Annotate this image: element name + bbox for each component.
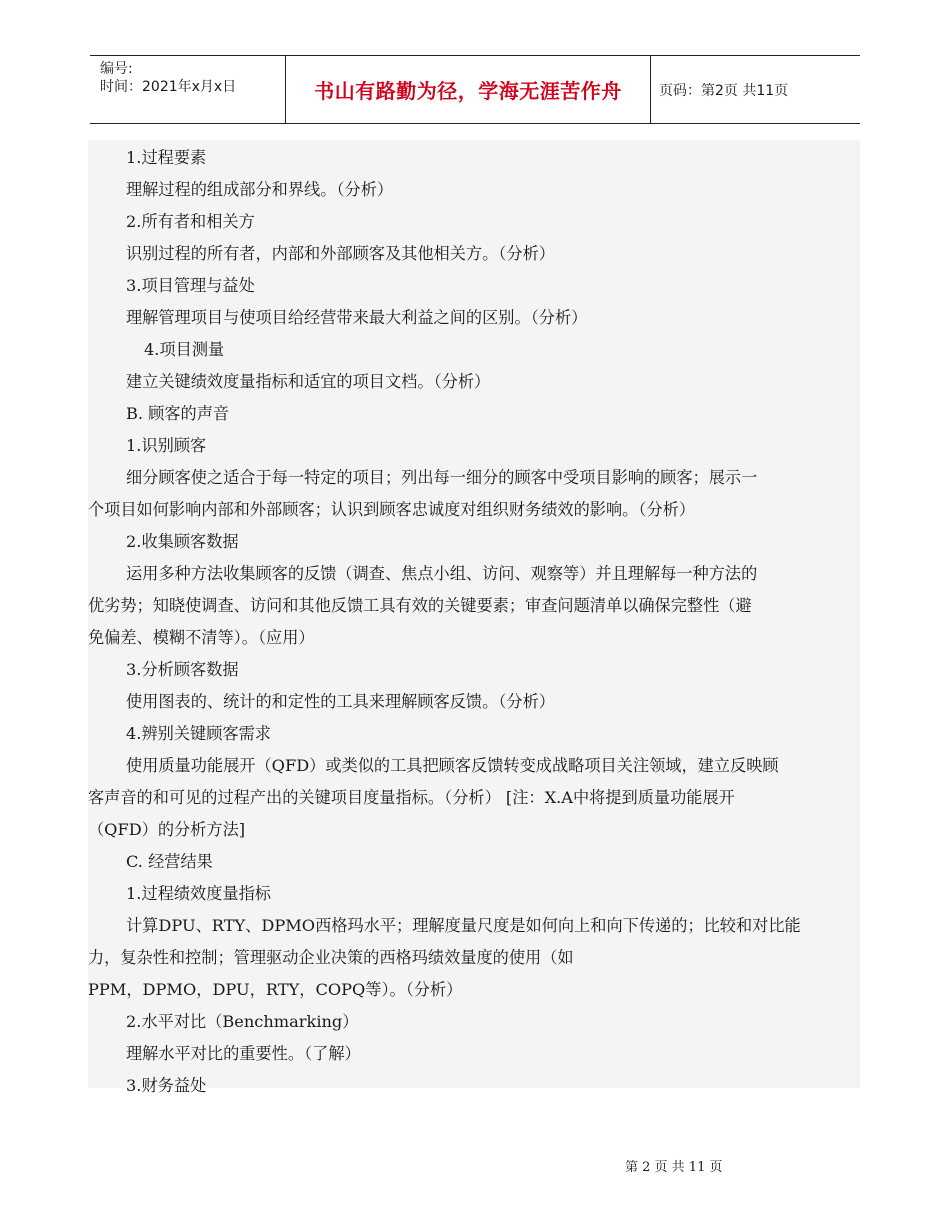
section-heading: 2.所有者和相关方 — [126, 212, 255, 231]
section-heading: 3.项目管理与益处 — [126, 276, 255, 295]
paragraph-line: 理解水平对比的重要性。（了解） — [126, 1044, 361, 1063]
paragraph-line: 优劣势；知晓使调查、访问和其他反馈工具有效的关键要素；审查问题清单以确保完整性（避 — [88, 596, 752, 615]
section-heading: 2.收集顾客数据 — [126, 532, 239, 551]
document-date-label: 时间：2021年x月x日 — [100, 79, 237, 95]
section-heading: 1.过程绩效度量指标 — [126, 884, 271, 903]
section-heading: 3.分析顾客数据 — [126, 660, 239, 679]
header-page-info: 页码：第2页 共11页 — [659, 82, 789, 99]
paragraph-line: 使用质量功能展开（QFD）或类似的工具把顾客反馈转变成战略项目关注领域，建立反映顾 — [126, 756, 779, 775]
section-heading: 3.财务益处 — [126, 1076, 207, 1095]
chapter-heading: B. 顾客的声音 — [126, 404, 230, 423]
paragraph-line: 客声音的和可见的过程产出的关键项目度量指标。（分析） [注：X.A中将提到质量功能展开 — [88, 788, 735, 807]
paragraph-line: 使用图表的、统计的和定性的工具来理解顾客反馈。（分析） — [126, 692, 555, 711]
document-number-label: 编号: — [100, 61, 133, 77]
page-header — [90, 55, 860, 124]
paragraph-line: PPM，DPMO，DPU，RTY，COPQ等）。（分析） — [88, 980, 463, 999]
header-meta — [90, 56, 286, 123]
paragraph-line: 细分顾客使之适合于每一特定的项目；列出每一细分的顾客中受项目影响的顾客；展示一 — [126, 468, 758, 487]
footer-page-number: 第 2 页 共 11 页 — [625, 1160, 723, 1175]
header-motto: 书山有路勤为径，学海无涯苦作舟 — [286, 56, 651, 123]
paragraph-line: （QFD）的分析方法] — [88, 820, 246, 839]
paragraph-line: 运用多种方法收集顾客的反馈（调查、焦点小组、访问、观察等）并且理解每一种方法的 — [126, 564, 758, 583]
chapter-heading: C. 经营结果 — [126, 852, 213, 871]
paragraph-line: 力，复杂性和控制；管理驱动企业决策的西格玛绩效量度的使用（如 — [88, 948, 574, 967]
paragraph-line: 识别过程的所有者，内部和外部顾客及其他相关方。（分析） — [126, 244, 555, 263]
section-heading: 2.水平对比（Benchmarking） — [126, 1012, 359, 1031]
paragraph-line: 免偏差、模糊不清等）。（应用） — [88, 628, 315, 647]
section-heading: 1.过程要素 — [126, 148, 207, 167]
paragraph-line: 建立关键绩效度量指标和适宜的项目文档。（分析） — [126, 372, 491, 391]
paragraph-line: 计算DPU、RTY、DPMO西格玛水平；理解度量尺度是如何向上和向下传递的；比较和对比能 — [126, 916, 801, 935]
paragraph-line: 理解管理项目与使项目给经营带来最大利益之间的区别。（分析） — [126, 308, 588, 327]
section-heading: 1.识别顾客 — [126, 436, 207, 455]
section-heading: 4.辨别关键顾客需求 — [126, 724, 271, 743]
paragraph-line: 个项目如何影响内部和外部顾客；认识到顾客忠诚度对组织财务绩效的影响。（分析） — [88, 500, 696, 519]
paragraph-line: 理解过程的组成部分和界线。（分析） — [126, 180, 394, 199]
document-body — [88, 140, 860, 1095]
section-heading: 4.项目测量 — [144, 340, 225, 359]
